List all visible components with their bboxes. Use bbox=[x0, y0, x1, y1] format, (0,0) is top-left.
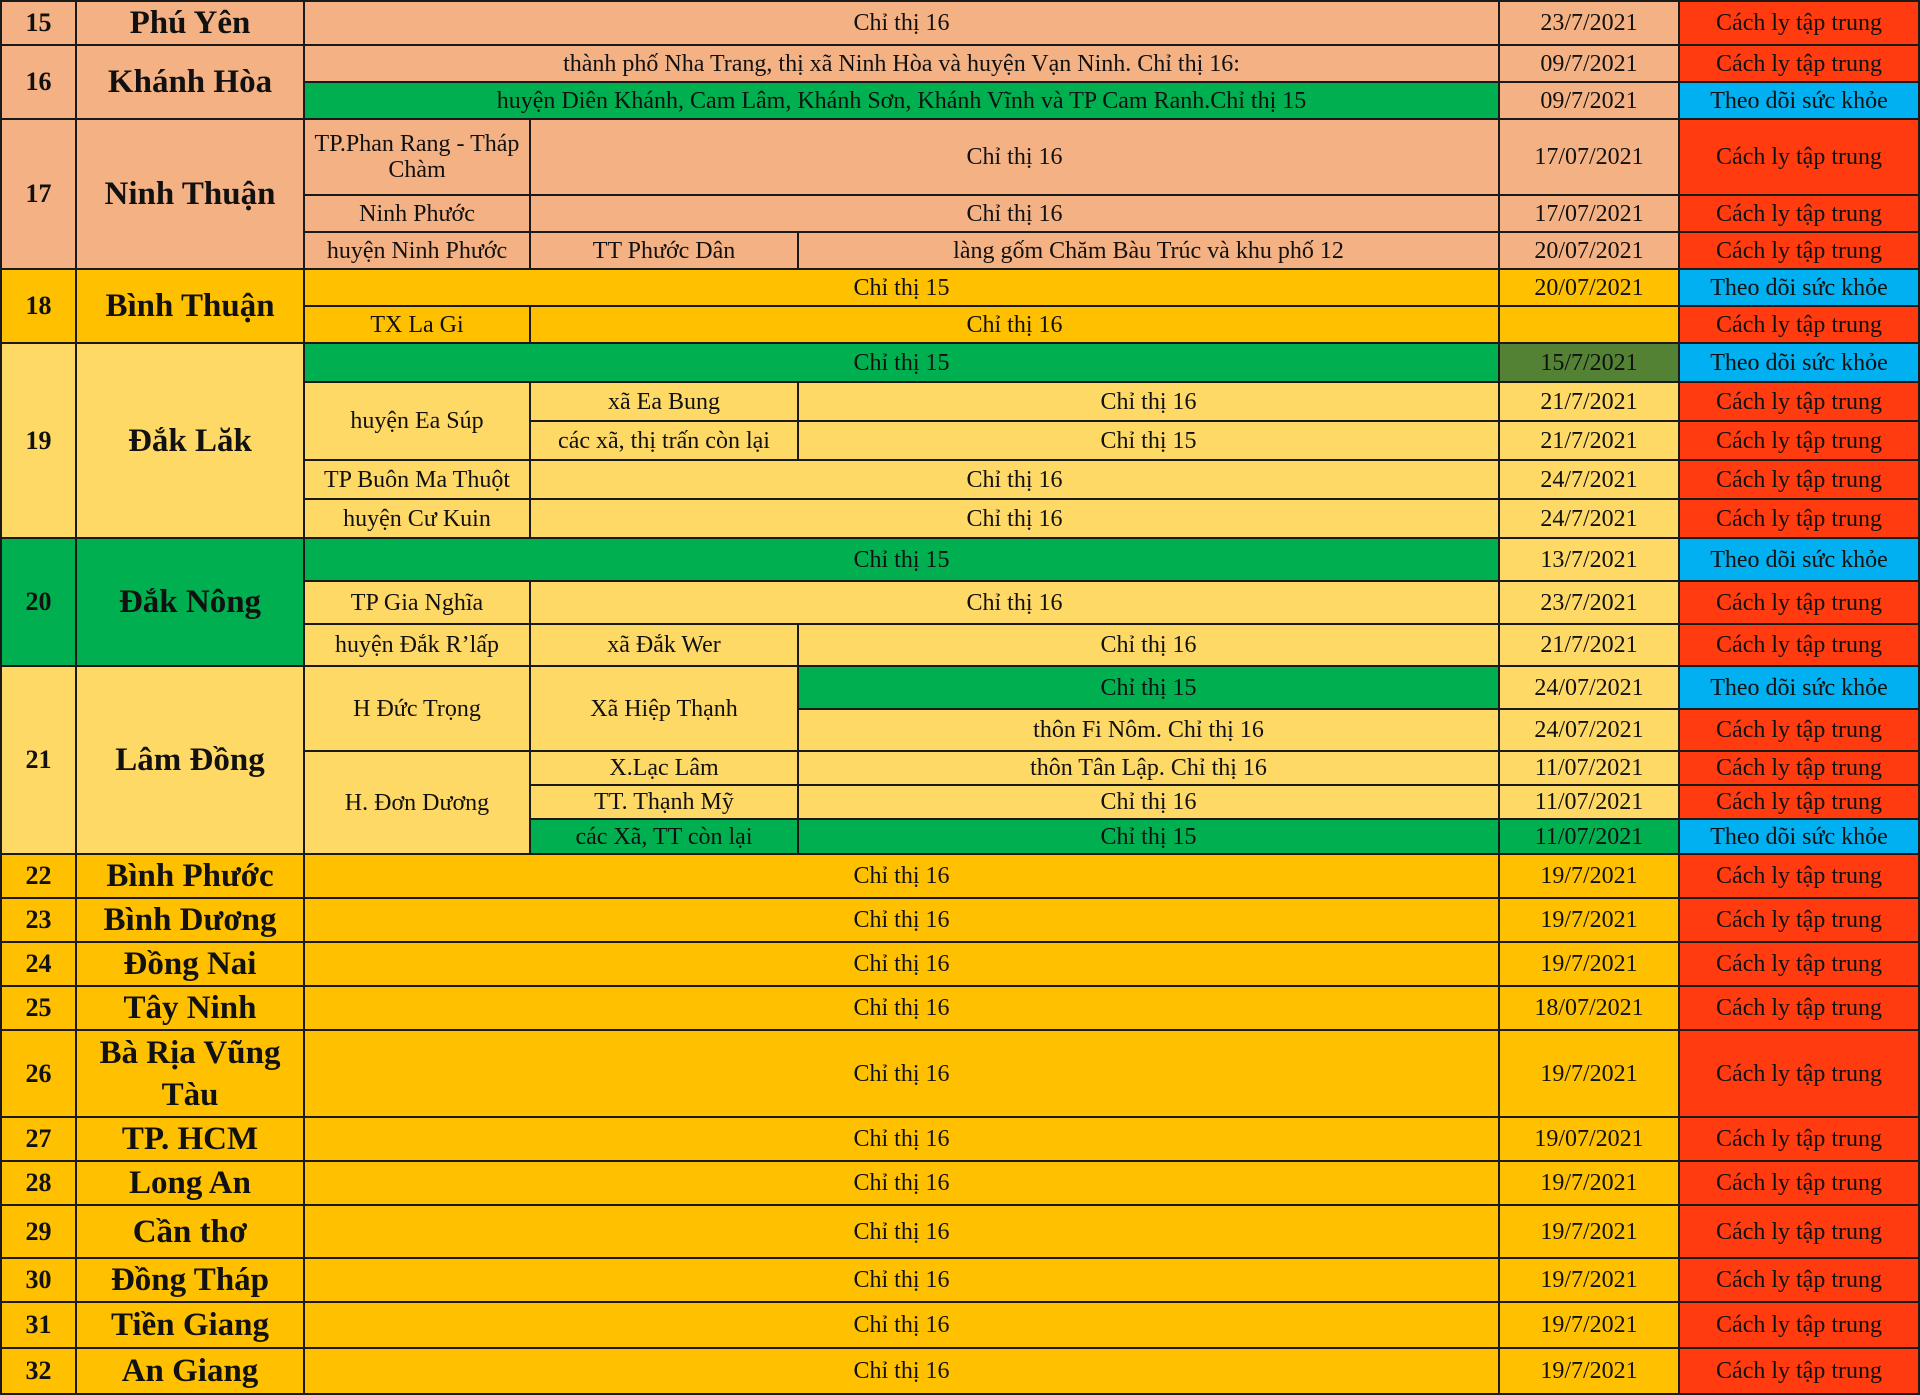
date-cell: 18/07/2021 bbox=[1499, 986, 1679, 1030]
province-name: Phú Yên bbox=[76, 1, 304, 45]
table-row bbox=[1, 1161, 1919, 1205]
district-cell: TP.Phan Rang - Tháp Chàm bbox=[304, 119, 530, 195]
measure-cell: Chỉ thị 15 bbox=[304, 538, 1499, 581]
date-cell: 20/07/2021 bbox=[1499, 232, 1679, 269]
table-row bbox=[1, 1205, 1919, 1258]
table-row bbox=[1, 45, 1919, 82]
status-cell: Cách ly tập trung bbox=[1679, 1117, 1919, 1161]
date-cell: 09/7/2021 bbox=[1499, 82, 1679, 119]
status-cell: Cách ly tập trung bbox=[1679, 1258, 1919, 1302]
measure-cell: thôn Tân Lập. Chỉ thị 16 bbox=[798, 751, 1499, 785]
status-cell: Cách ly tập trung bbox=[1679, 854, 1919, 898]
measure-cell: Chỉ thị 16 bbox=[798, 624, 1499, 666]
status-cell: Cách ly tập trung bbox=[1679, 581, 1919, 624]
status-cell: Cách ly tập trung bbox=[1679, 986, 1919, 1030]
table-row bbox=[1, 1258, 1919, 1302]
commune-cell: xã Đắk Wer bbox=[530, 624, 798, 666]
status-cell: Cách ly tập trung bbox=[1679, 45, 1919, 82]
date-cell: 19/7/2021 bbox=[1499, 898, 1679, 942]
status-cell: Theo dõi sức khỏe bbox=[1679, 666, 1919, 709]
measure-cell: Chỉ thị 16 bbox=[304, 986, 1499, 1030]
status-cell: Cách ly tập trung bbox=[1679, 624, 1919, 666]
province-name: Bình Dương bbox=[76, 898, 304, 942]
district-cell: huyện Đắk R’lấp bbox=[304, 624, 530, 666]
province-name: Đắk Lăk bbox=[76, 343, 304, 538]
date-cell: 19/7/2021 bbox=[1499, 1030, 1679, 1117]
table-row bbox=[1, 854, 1919, 898]
measure-cell: Chỉ thị 15 bbox=[304, 269, 1499, 306]
date-cell: 24/07/2021 bbox=[1499, 709, 1679, 751]
date-cell: 15/7/2021 bbox=[1499, 343, 1679, 382]
measure-cell: Chỉ thị 16 bbox=[304, 1205, 1499, 1258]
row-number: 16 bbox=[1, 45, 76, 119]
measure-cell: Chỉ thị 16 bbox=[530, 119, 1499, 195]
date-cell: 19/7/2021 bbox=[1499, 1348, 1679, 1394]
province-name: Bình Thuận bbox=[76, 269, 304, 343]
status-cell: Cách ly tập trung bbox=[1679, 751, 1919, 785]
row-number: 27 bbox=[1, 1117, 76, 1161]
status-cell: Cách ly tập trung bbox=[1679, 1161, 1919, 1205]
row-number: 17 bbox=[1, 119, 76, 269]
province-name: Tiền Giang bbox=[76, 1302, 304, 1348]
table-row bbox=[1, 1030, 1919, 1117]
date-cell: 11/07/2021 bbox=[1499, 785, 1679, 819]
date-cell: 23/7/2021 bbox=[1499, 581, 1679, 624]
status-cell: Cách ly tập trung bbox=[1679, 785, 1919, 819]
date-cell: 09/7/2021 bbox=[1499, 45, 1679, 82]
province-name: An Giang bbox=[76, 1348, 304, 1394]
date-cell: 21/7/2021 bbox=[1499, 624, 1679, 666]
province-name: Đắk Nông bbox=[76, 538, 304, 666]
measure-cell: Chỉ thị 16 bbox=[798, 785, 1499, 819]
row-number: 31 bbox=[1, 1302, 76, 1348]
status-cell: Cách ly tập trung bbox=[1679, 1302, 1919, 1348]
date-cell: 24/7/2021 bbox=[1499, 460, 1679, 499]
table-row bbox=[1, 119, 1919, 195]
commune-cell: X.Lạc Lâm bbox=[530, 751, 798, 785]
date-cell: 19/7/2021 bbox=[1499, 1205, 1679, 1258]
row-number: 20 bbox=[1, 538, 76, 666]
measure-cell: Chỉ thị 16 bbox=[530, 581, 1499, 624]
status-cell: Cách ly tập trung bbox=[1679, 1348, 1919, 1394]
table-row bbox=[1, 343, 1919, 382]
status-cell: Cách ly tập trung bbox=[1679, 499, 1919, 538]
row-number: 30 bbox=[1, 1258, 76, 1302]
measure-cell: Chỉ thị 16 bbox=[304, 942, 1499, 986]
table-row bbox=[1, 538, 1919, 581]
status-cell: Cách ly tập trung bbox=[1679, 709, 1919, 751]
measure-cell: huyện Diên Khánh, Cam Lâm, Khánh Sơn, Khánh Vĩnh và TP Cam Ranh.Chỉ thị 15 bbox=[304, 82, 1499, 119]
table-row bbox=[1, 942, 1919, 986]
province-name: Khánh Hòa bbox=[76, 45, 304, 119]
status-cell: Cách ly tập trung bbox=[1679, 942, 1919, 986]
measure-cell: Chỉ thị 16 bbox=[304, 898, 1499, 942]
status-cell: Cách ly tập trung bbox=[1679, 306, 1919, 343]
province-name: Đồng Tháp bbox=[76, 1258, 304, 1302]
date-cell: 21/7/2021 bbox=[1499, 421, 1679, 460]
measure-cell: Chỉ thị 15 bbox=[304, 343, 1499, 382]
date-cell: 24/07/2021 bbox=[1499, 666, 1679, 709]
district-cell: huyện Ninh Phước bbox=[304, 232, 530, 269]
date-cell bbox=[1499, 306, 1679, 343]
status-cell: Cách ly tập trung bbox=[1679, 195, 1919, 232]
commune-cell: xã Ea Bung bbox=[530, 382, 798, 421]
date-cell: 19/7/2021 bbox=[1499, 942, 1679, 986]
measure-cell: Chỉ thị 16 bbox=[530, 460, 1499, 499]
row-number: 25 bbox=[1, 986, 76, 1030]
commune-cell: các Xã, TT còn lại bbox=[530, 819, 798, 854]
measure-cell: thôn Fi Nôm. Chỉ thị 16 bbox=[798, 709, 1499, 751]
date-cell: 19/07/2021 bbox=[1499, 1117, 1679, 1161]
table-row bbox=[1, 1302, 1919, 1348]
status-cell: Cách ly tập trung bbox=[1679, 1030, 1919, 1117]
district-cell: huyện Ea Súp bbox=[304, 382, 530, 460]
status-cell: Cách ly tập trung bbox=[1679, 1205, 1919, 1258]
commune-cell: các xã, thị trấn còn lại bbox=[530, 421, 798, 460]
district-cell: H Đức Trọng bbox=[304, 666, 530, 751]
measure-cell: Chỉ thị 15 bbox=[798, 666, 1499, 709]
status-cell: Cách ly tập trung bbox=[1679, 1, 1919, 45]
row-number: 22 bbox=[1, 854, 76, 898]
table-row bbox=[1, 1, 1919, 45]
row-number: 19 bbox=[1, 343, 76, 538]
commune-cell: TT. Thạnh Mỹ bbox=[530, 785, 798, 819]
commune-cell: TT Phước Dân bbox=[530, 232, 798, 269]
measure-cell: Chỉ thị 16 bbox=[798, 382, 1499, 421]
date-cell: 20/07/2021 bbox=[1499, 269, 1679, 306]
row-number: 29 bbox=[1, 1205, 76, 1258]
row-number: 23 bbox=[1, 898, 76, 942]
measure-cell: Chỉ thị 15 bbox=[798, 819, 1499, 854]
status-cell: Theo dõi sức khỏe bbox=[1679, 819, 1919, 854]
date-cell: 19/7/2021 bbox=[1499, 854, 1679, 898]
measure-cell: Chỉ thị 15 bbox=[798, 421, 1499, 460]
measure-cell: Chỉ thị 16 bbox=[304, 1030, 1499, 1117]
province-name: Lâm Đồng bbox=[76, 666, 304, 854]
date-cell: 17/07/2021 bbox=[1499, 119, 1679, 195]
district-cell: TP Gia Nghĩa bbox=[304, 581, 530, 624]
row-number: 26 bbox=[1, 1030, 76, 1117]
status-cell: Cách ly tập trung bbox=[1679, 460, 1919, 499]
measure-cell: Chỉ thị 16 bbox=[304, 1348, 1499, 1394]
date-cell: 11/07/2021 bbox=[1499, 819, 1679, 854]
province-name: Ninh Thuận bbox=[76, 119, 304, 269]
status-cell: Cách ly tập trung bbox=[1679, 898, 1919, 942]
row-number: 21 bbox=[1, 666, 76, 854]
measure-cell: Chỉ thị 16 bbox=[304, 1117, 1499, 1161]
status-cell: Theo dõi sức khỏe bbox=[1679, 82, 1919, 119]
date-cell: 24/7/2021 bbox=[1499, 499, 1679, 538]
province-name: TP. HCM bbox=[76, 1117, 304, 1161]
date-cell: 23/7/2021 bbox=[1499, 1, 1679, 45]
table-row bbox=[1, 1117, 1919, 1161]
measure-cell: Chỉ thị 16 bbox=[304, 1161, 1499, 1205]
status-cell: Cách ly tập trung bbox=[1679, 232, 1919, 269]
status-cell: Theo dõi sức khỏe bbox=[1679, 269, 1919, 306]
province-name: Đồng Nai bbox=[76, 942, 304, 986]
district-cell: huyện Cư Kuin bbox=[304, 499, 530, 538]
date-cell: 13/7/2021 bbox=[1499, 538, 1679, 581]
district-cell: H. Đơn Dương bbox=[304, 751, 530, 854]
province-name: Cần thơ bbox=[76, 1205, 304, 1258]
row-number: 18 bbox=[1, 269, 76, 343]
row-number: 15 bbox=[1, 1, 76, 45]
table-row bbox=[1, 269, 1919, 306]
status-cell: Cách ly tập trung bbox=[1679, 421, 1919, 460]
row-number: 28 bbox=[1, 1161, 76, 1205]
province-name: Bà Rịa Vũng Tàu bbox=[76, 1030, 304, 1117]
date-cell: 17/07/2021 bbox=[1499, 195, 1679, 232]
province-name: Bình Phước bbox=[76, 854, 304, 898]
row-number: 24 bbox=[1, 942, 76, 986]
measure-cell: Chỉ thị 16 bbox=[304, 854, 1499, 898]
status-cell: Cách ly tập trung bbox=[1679, 119, 1919, 195]
status-cell: Theo dõi sức khỏe bbox=[1679, 343, 1919, 382]
table-row bbox=[1, 1348, 1919, 1394]
district-cell: TX La Gi bbox=[304, 306, 530, 343]
measure-cell: Chỉ thị 16 bbox=[304, 1, 1499, 45]
measure-cell: thành phố Nha Trang, thị xã Ninh Hòa và huyện Vạn Ninh. Chỉ thị 16: bbox=[304, 45, 1499, 82]
district-cell: TP Buôn Ma Thuột bbox=[304, 460, 530, 499]
table-row bbox=[1, 666, 1919, 709]
measure-cell: Chỉ thị 16 bbox=[530, 499, 1499, 538]
date-cell: 19/7/2021 bbox=[1499, 1258, 1679, 1302]
status-cell: Theo dõi sức khỏe bbox=[1679, 538, 1919, 581]
commune-cell: Xã Hiệp Thạnh bbox=[530, 666, 798, 751]
district-cell: Ninh Phước bbox=[304, 195, 530, 232]
date-cell: 21/7/2021 bbox=[1499, 382, 1679, 421]
measure-cell: Chỉ thị 16 bbox=[530, 195, 1499, 232]
province-name: Long An bbox=[76, 1161, 304, 1205]
date-cell: 19/7/2021 bbox=[1499, 1161, 1679, 1205]
measure-cell: Chỉ thị 16 bbox=[304, 1258, 1499, 1302]
row-number: 32 bbox=[1, 1348, 76, 1394]
table-row bbox=[1, 986, 1919, 1030]
measure-cell: làng gốm Chăm Bàu Trúc và khu phố 12 bbox=[798, 232, 1499, 269]
province-name: Tây Ninh bbox=[76, 986, 304, 1030]
measure-cell: Chỉ thị 16 bbox=[530, 306, 1499, 343]
measure-cell: Chỉ thị 16 bbox=[304, 1302, 1499, 1348]
date-cell: 19/7/2021 bbox=[1499, 1302, 1679, 1348]
status-cell: Cách ly tập trung bbox=[1679, 382, 1919, 421]
date-cell: 11/07/2021 bbox=[1499, 751, 1679, 785]
table-row bbox=[1, 898, 1919, 942]
